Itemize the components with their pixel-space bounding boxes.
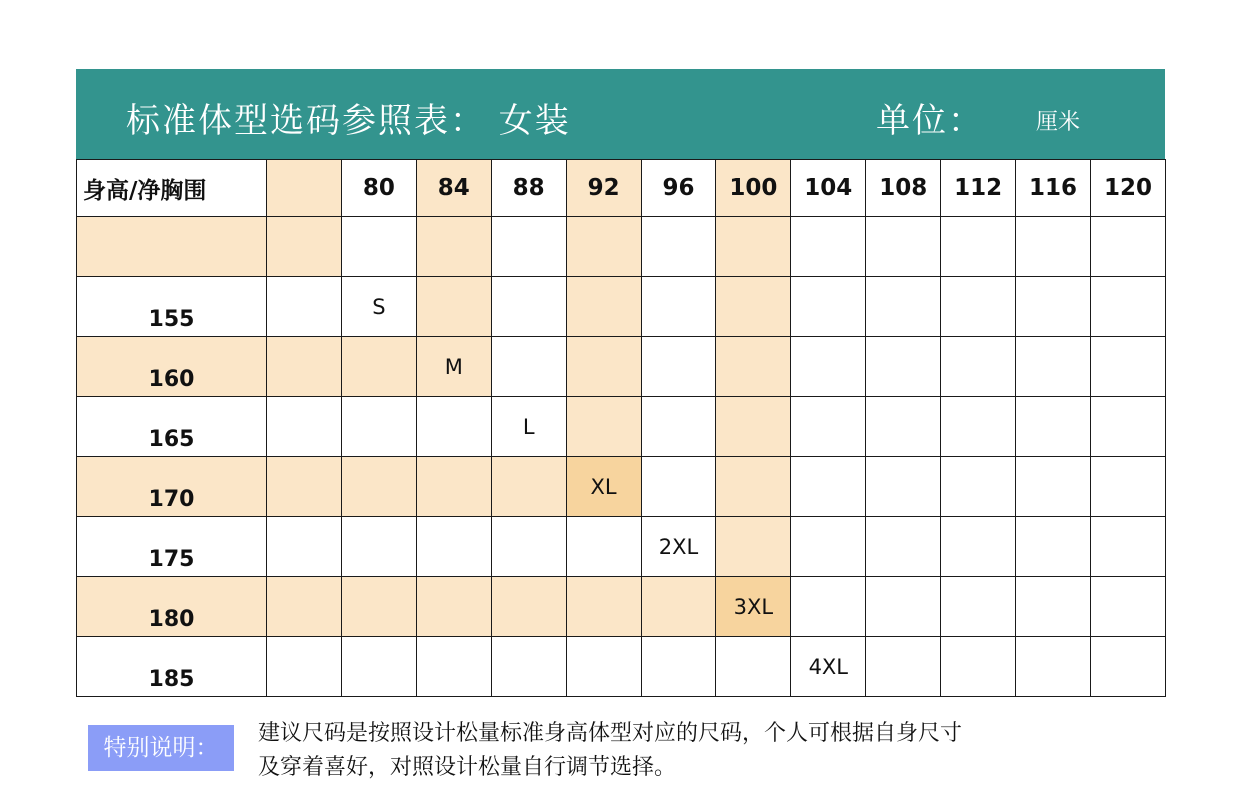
size-cell xyxy=(716,217,791,277)
size-cell xyxy=(566,637,641,697)
size-cell: 2XL xyxy=(641,517,716,577)
size-cell xyxy=(1016,217,1091,277)
column-header: 116 xyxy=(1016,160,1091,217)
size-cell xyxy=(641,397,716,457)
size-cell xyxy=(716,637,791,697)
size-cell xyxy=(941,517,1016,577)
size-cell xyxy=(267,217,342,277)
size-cell: L xyxy=(491,397,566,457)
size-cell xyxy=(491,337,566,397)
size-cell xyxy=(791,577,866,637)
size-cell xyxy=(716,277,791,337)
size-cell xyxy=(716,397,791,457)
size-cell xyxy=(716,517,791,577)
size-cell xyxy=(491,217,566,277)
size-cell xyxy=(1090,517,1165,577)
size-cell xyxy=(1016,277,1091,337)
height-cell: 180 xyxy=(77,577,267,637)
column-header: 80 xyxy=(341,160,416,217)
corner-header-cell: 身高/净胸围 xyxy=(77,160,267,217)
size-cell xyxy=(866,457,941,517)
size-cell xyxy=(941,337,1016,397)
height-cell xyxy=(77,217,267,277)
size-cell xyxy=(491,457,566,517)
table-header-row xyxy=(77,160,1166,217)
size-cell xyxy=(566,277,641,337)
size-cell xyxy=(941,217,1016,277)
table-row xyxy=(77,457,1166,517)
size-cell xyxy=(791,457,866,517)
size-cell xyxy=(416,217,491,277)
size-cell xyxy=(1016,637,1091,697)
unit-value: 厘米 xyxy=(1036,110,1081,135)
size-cell: S xyxy=(341,277,416,337)
size-cell xyxy=(791,217,866,277)
size-cell xyxy=(791,337,866,397)
column-header: 108 xyxy=(866,160,941,217)
size-cell xyxy=(866,577,941,637)
size-cell xyxy=(341,457,416,517)
size-cell xyxy=(267,457,342,517)
size-cell: M xyxy=(416,337,491,397)
size-cell xyxy=(641,337,716,397)
size-cell: 3XL xyxy=(716,577,791,637)
size-cell xyxy=(341,337,416,397)
size-cell xyxy=(491,637,566,697)
size-cell xyxy=(341,517,416,577)
height-cell: 185 xyxy=(77,637,267,697)
column-header: 112 xyxy=(941,160,1016,217)
table-row xyxy=(77,397,1166,457)
size-cell xyxy=(341,637,416,697)
size-cell xyxy=(416,637,491,697)
size-cell xyxy=(566,517,641,577)
column-header: 104 xyxy=(791,160,866,217)
note-text xyxy=(258,717,1158,785)
size-cell xyxy=(1090,397,1165,457)
size-cell xyxy=(941,277,1016,337)
column-header: 92 xyxy=(566,160,641,217)
size-cell xyxy=(416,517,491,577)
size-cell xyxy=(941,457,1016,517)
note-line: 建议尺码是按照设计松量标准身高体型对应的尺码，个人可根据自身尺寸 xyxy=(258,721,963,746)
size-cell xyxy=(1016,457,1091,517)
size-cell xyxy=(641,217,716,277)
size-cell xyxy=(267,277,342,337)
table-row xyxy=(77,637,1166,697)
note-line: 及穿着喜好，对照设计松量自行调节选择。 xyxy=(258,755,677,780)
size-cell xyxy=(641,457,716,517)
column-header: 100 xyxy=(716,160,791,217)
size-cell xyxy=(866,517,941,577)
size-cell xyxy=(267,637,342,697)
size-cell: 4XL xyxy=(791,637,866,697)
size-cell xyxy=(1090,637,1165,697)
size-cell xyxy=(566,577,641,637)
size-cell xyxy=(1016,397,1091,457)
column-header xyxy=(267,160,342,217)
height-cell: 175 xyxy=(77,517,267,577)
table-row xyxy=(77,517,1166,577)
column-header: 88 xyxy=(491,160,566,217)
size-cell: XL xyxy=(566,457,641,517)
size-cell xyxy=(866,637,941,697)
size-cell xyxy=(416,397,491,457)
size-cell xyxy=(866,337,941,397)
size-cell xyxy=(416,277,491,337)
size-cell xyxy=(866,397,941,457)
table-row xyxy=(77,337,1166,397)
size-cell xyxy=(1016,517,1091,577)
column-header: 120 xyxy=(1090,160,1165,217)
size-cell xyxy=(267,397,342,457)
size-cell xyxy=(866,277,941,337)
size-cell xyxy=(491,577,566,637)
size-cell xyxy=(416,457,491,517)
size-cell xyxy=(791,277,866,337)
size-cell xyxy=(1090,217,1165,277)
size-cell xyxy=(1090,577,1165,637)
size-cell xyxy=(941,577,1016,637)
column-header: 96 xyxy=(641,160,716,217)
size-cell xyxy=(941,397,1016,457)
chart-title: 标准体型选码参照表： 女装 xyxy=(126,101,571,141)
unit-label: 单位： xyxy=(876,101,984,141)
size-cell xyxy=(791,397,866,457)
size-cell xyxy=(1090,457,1165,517)
height-cell: 155 xyxy=(77,277,267,337)
table-row xyxy=(77,277,1166,337)
size-cell xyxy=(341,397,416,457)
note-badge: 特别说明： xyxy=(88,725,234,771)
size-cell xyxy=(941,637,1016,697)
column-header: 84 xyxy=(416,160,491,217)
height-cell: 170 xyxy=(77,457,267,517)
size-table xyxy=(76,159,1166,697)
size-cell xyxy=(716,337,791,397)
size-cell xyxy=(566,337,641,397)
size-cell xyxy=(716,457,791,517)
size-cell xyxy=(267,337,342,397)
size-cell xyxy=(491,277,566,337)
table-row xyxy=(77,217,1166,277)
size-cell xyxy=(416,577,491,637)
height-cell: 165 xyxy=(77,397,267,457)
size-cell xyxy=(866,217,941,277)
table-row xyxy=(77,577,1166,637)
size-cell xyxy=(1016,337,1091,397)
size-cell xyxy=(267,517,342,577)
chart-header xyxy=(76,69,1165,159)
size-cell xyxy=(491,517,566,577)
height-cell: 160 xyxy=(77,337,267,397)
size-cell xyxy=(566,397,641,457)
size-cell xyxy=(341,577,416,637)
size-cell xyxy=(641,577,716,637)
size-cell xyxy=(1016,577,1091,637)
size-cell xyxy=(641,637,716,697)
size-cell xyxy=(1090,277,1165,337)
size-cell xyxy=(641,277,716,337)
size-cell xyxy=(267,577,342,637)
size-cell xyxy=(341,217,416,277)
size-cell xyxy=(566,217,641,277)
size-cell xyxy=(1090,337,1165,397)
size-cell xyxy=(791,517,866,577)
